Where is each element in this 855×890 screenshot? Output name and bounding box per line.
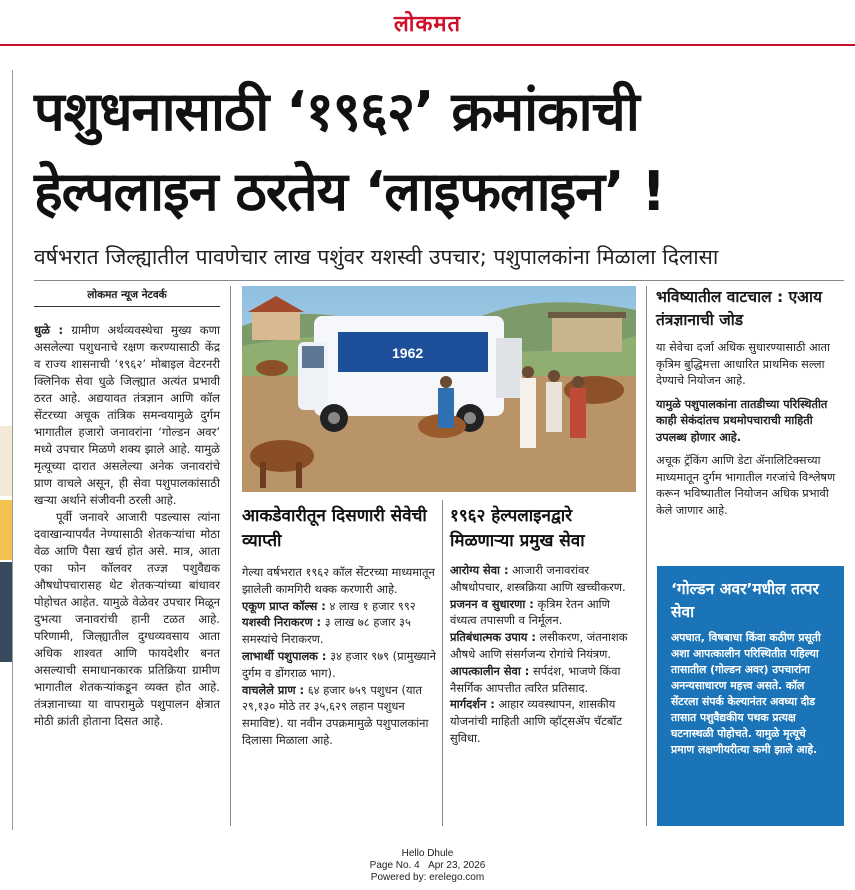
stat-value: ३ लाख ७८ हजार ३५ समस्यांचे निराकरण. — [242, 615, 411, 647]
service-label: प्रजनन व सुधारणा : — [450, 596, 534, 611]
newspaper-logo[interactable]: लोकमत — [393, 11, 462, 37]
footer-edition: Hello Dhule — [401, 848, 454, 859]
column-divider — [646, 286, 647, 826]
body-paragraph-1: ग्रामीण अर्थव्यवस्थेचा मुख्य कणा असलेल्या पशुधनाचे रक्षण करण्यासाठी केंद्र व राज्य शासनाची ‘१९६२’ मोबाइल वेटरनरी क्लिनिक सेवा धुळे जिल्ह्यात अत्यंत प्रभावी ठरत आहे. अद्ययावत तंत्रज्ञान आणि कॉल सेंटरच्या अचूक तांत्रिक समन्वयामुळे दुर्गम भागातील हजारो जनावरांना ‘गोल्डन अवर’ मध्ये उपचार मिळणे शक्य झाले आहे. यामुळे मृत्यूच्या दारात असलेल्या अनेक जनावरांचे प्राण वाचले असून, ही सेवा पशुपालकांसाठी खऱ्या अर्थाने संजीवनी ठरली आहे. — [34, 323, 220, 507]
headline-line-2: हेल्पलाइन ठरतेय ‘लाइफलाइन’ ! — [34, 160, 666, 223]
strip-block — [0, 426, 12, 496]
article-subheadline: वर्षभरात जिल्ह्यातील पावणेचार लाख पशुंवर यशस्वी उपचार; पशुपालकांना मिळाला दिलासा — [34, 245, 719, 269]
body-paragraph-2: पूर्वी जनावरे आजारी पडल्यास त्यांना दवाखान्यापर्यंत नेण्यासाठी शेतकऱ्यांचा मोठा वेळ आणि पैसा खर्च होत असे. मात्र, आता एका फोन कॉलवर तज्ज्ञ पशुवैद्यक औषधोपचारासह थेट शेतकऱ्यांच्या बांधावर पोहोचत आहेत. यामुळे वेळेवर उपचार मिळून दुभत्या जनावरांची हानी टळत आहे. परिणामी, जिल्ह्यातील दुग्धव्यवसाय आता अधिक शाश्वत आणि फायदेशीर बनत असल्याची समाधानकारक प्रतिक्रिया ग्रामीण भागातील शेतकऱ्यांकडून व्यक्त होत आहे. तंत्रज्ञानाच्या या वापरामुळे पशुपालन क्षेत्रात मोठी क्रांती होताना दिसत आहे. — [34, 510, 220, 728]
service-text: कृत्रिम रेतन आणि वंध्यत्व तपासणी व निर्मूलन. — [450, 596, 610, 628]
service-text: आहार व्यवस्थापन, शासकीय योजनांची माहिती आणि व्हॉट्सॲप चॅटबॉट सुविधा. — [450, 697, 623, 745]
masthead — [0, 0, 855, 46]
stat-value: ३४ हजार ९७९ (प्रामुख्याने दुर्गम व डोंगराळ भाग). — [242, 648, 436, 680]
service-label: प्रतिबंधात्मक उपाय : — [450, 630, 536, 645]
stats-section-body — [242, 564, 438, 749]
services-section-body — [450, 562, 640, 747]
stats-section-title: आकडेवारीतून दिसणारी सेवेची व्याप्ती — [242, 506, 427, 551]
future-section-body — [656, 340, 846, 526]
future-paragraph-1: या सेवेचा दर्जा अधिक सुधारण्यासाठी आता कृत्रिम बुद्धिमत्ता आधारित प्राथमिक सल्ला देण्याचे नियोजन आहे. — [656, 341, 830, 387]
article-body-left — [34, 322, 220, 730]
stat-item-beneficiaries — [242, 648, 438, 682]
golden-hour-title: ‘गोल्डन अवर’मधील तत्पर सेवा — [671, 580, 819, 621]
future-paragraph-2: यामुळे पशुपालकांना तातडीच्या परिस्थितीत काही सेकंदांतच प्रथमोपचाराची माहिती उपलब्ध होणार आहे. — [656, 397, 828, 444]
service-label: आपत्कालीन सेवा : — [450, 663, 530, 678]
golden-hour-body: अपघात, विषबाधा किंवा कठीण प्रसूती अशा आपत्कालीन परिस्थितीत पहिल्या तासातील (गोल्डन अवर) उपचारांना अनन्यसाधारण महत्त्व असते. कॉल सेंटरला संपर्क केल्यानंतर अवघ्या दीड तासात पशुवैद्यकीय पथक प्रत्यक्ष घटनास्थळी पोहोचते. यामुळे मृत्यूचे प्रमाण लक्षणीयरीत्या कमी झाले आहे. — [671, 631, 821, 756]
footer-powered-by[interactable]: Powered by: erelego.com — [370, 872, 485, 883]
services-section-title: १९६२ हेल्पलाइनद्वारे मिळणाऱ्या प्रमुख सेवा — [450, 506, 585, 551]
byline: लोकमत न्यूज नेटवर्क — [34, 288, 220, 307]
service-label: मार्गदर्शन : — [450, 697, 495, 712]
service-item-emergency — [450, 663, 640, 697]
divider — [34, 280, 844, 281]
footer-date: Apr 23, 2026 — [428, 860, 486, 871]
strip-block — [0, 562, 12, 662]
service-item-health — [450, 562, 640, 596]
dateline: धुळे : — [34, 323, 64, 337]
stat-label: यशस्वी निराकरण : — [242, 615, 322, 630]
future-section-title: भविष्यातील वाटचाल : एआय तंत्रज्ञानाची जोड — [656, 288, 822, 329]
adjacent-article-strip — [0, 70, 13, 830]
strip-block — [0, 500, 12, 560]
stat-item-calls — [242, 598, 438, 615]
article-photo — [242, 286, 636, 492]
stat-value: ६४ हजार ७५९ पशुधन (यात २९,१३० मोठे तर ३५,६२९ लहान पशुधन समाविष्ट). या नवीन उपक्रमामुळे पशुपालकांना दिलासा मिळाला आहे. — [242, 682, 429, 747]
stat-label: एकूण प्राप्त कॉल्स : — [242, 598, 326, 613]
van-number: 1962 — [392, 345, 424, 361]
column-divider — [442, 500, 443, 826]
footer-page: Page No. 4 — [369, 860, 420, 871]
stat-item-lives-saved — [242, 682, 438, 749]
service-text: आजारी जनावरांवर औषधोपचार, शस्त्रक्रिया आणि खच्चीकरण. — [450, 563, 626, 594]
article-headline — [34, 72, 834, 232]
service-text: सर्पदंश, भाजणे किंवा नैसर्गिक आपत्तीत त्वरित प्रतिसाद. — [450, 663, 621, 695]
service-text: लसीकरण, जंतनाशक औषधे आणि संसर्गजन्य रोगांचे नियंत्रण. — [450, 630, 628, 661]
headline-line-1: पशुधनासाठी ‘१९६२’ क्रमांकाची — [34, 80, 639, 143]
page-footer — [0, 848, 855, 884]
column-divider — [230, 286, 231, 826]
service-item-breeding — [450, 596, 640, 630]
stat-label: लाभार्थी पशुपालक : — [242, 648, 327, 663]
stat-label: वाचलेले प्राण : — [242, 682, 305, 697]
stats-intro: गेल्या वर्षभरात १९६२ कॉल सेंटरच्या माध्यमातून झालेली कामगिरी थक्क करणारी आहे. — [242, 565, 435, 596]
photo-illustration — [242, 286, 636, 492]
stat-item-resolved — [242, 614, 438, 648]
golden-hour-box — [657, 566, 844, 826]
service-item-prevention — [450, 629, 640, 663]
future-paragraph-3: अचूक ट्रॅकिंग आणि डेटा ॲनालिटिक्सच्या माध्यमातून दुर्गम भागातील गरजांचे विश्लेषण करून भविष्यातील नियोजन अधिक प्रभावी केले जाणार आहे. — [656, 454, 836, 517]
service-item-guidance — [450, 696, 640, 746]
service-label: आरोग्य सेवा : — [450, 563, 509, 577]
stat-value: ४ लाख १ हजार ९९२ — [329, 598, 416, 613]
